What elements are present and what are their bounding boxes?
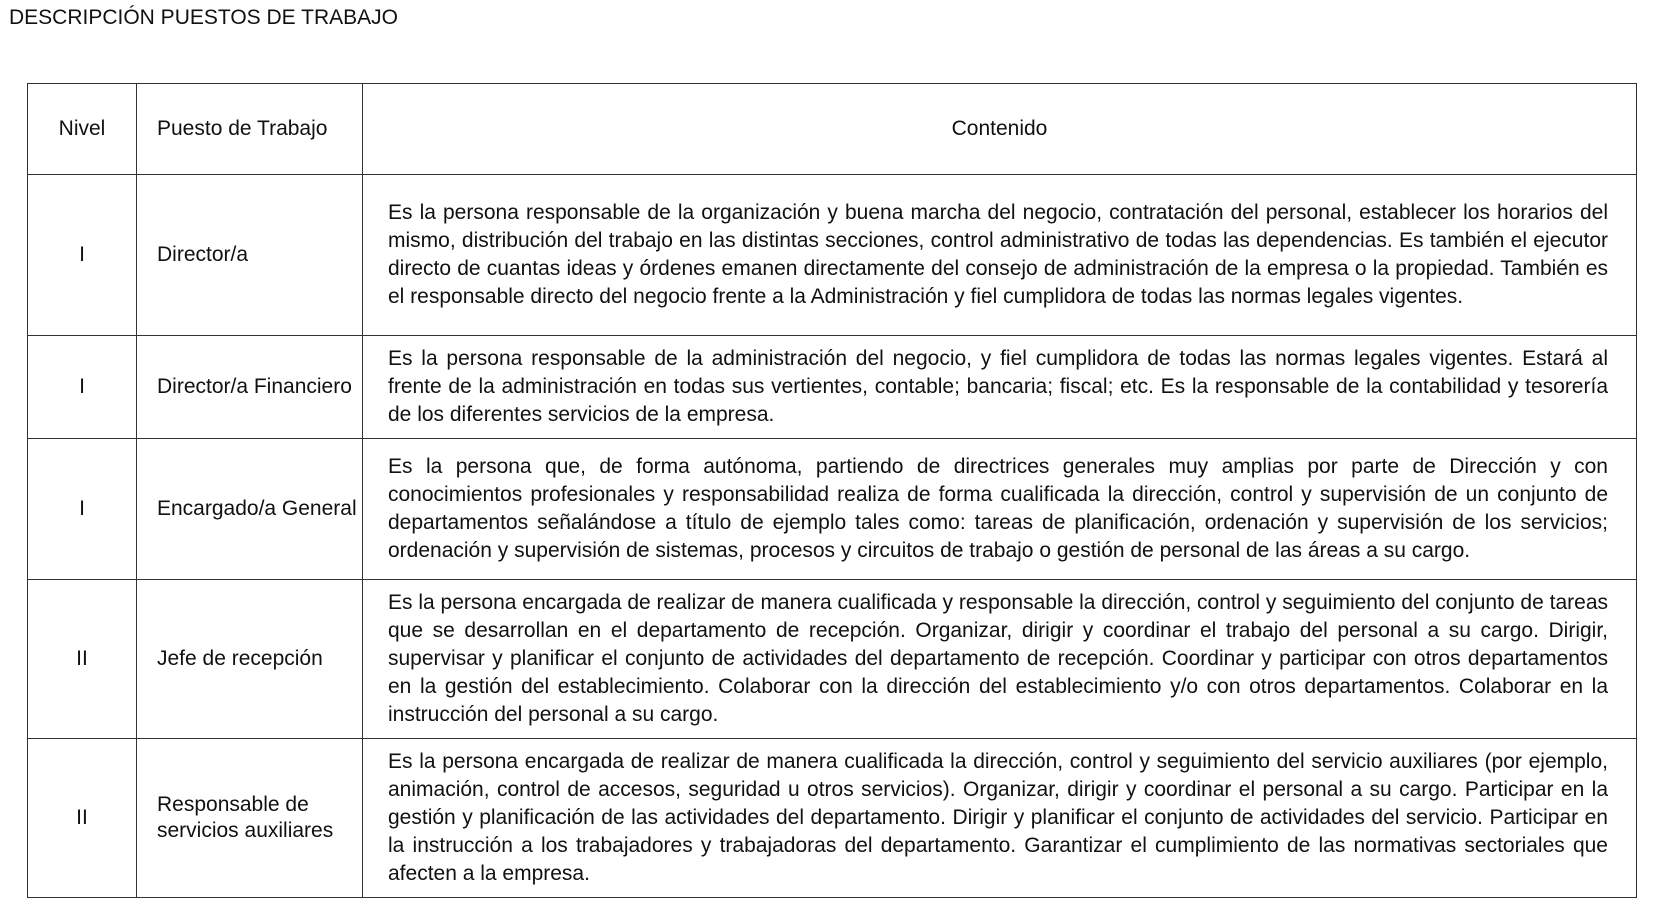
cell-contenido: Es la persona encargada de realizar de manera cualificada la dirección, control y seguimiento del servicio auxiliares (por ejemplo, animación, control de accesos, seguridad u otros servicios). Organizar, dirigir y coordinar el personal a su cargo. Participar en la gestión y planificación de las actividades del departamento. Dirigir y planificar el conjunto de actividades del servicio. Participar en la instrucción a los trabajadores y trabajadoras del departamento. Garantizar el cumplimiento de las normativas sectoriales que afecten a la empresa. <box>363 739 1637 898</box>
header-nivel: Nivel <box>28 84 137 175</box>
cell-contenido: Es la persona responsable de la administración del negocio, y fiel cumplidora de todas las normas legales vigentes. Estará al frente de la administración en todas sus vertientes, contable; bancaria; fiscal; etc. Es la responsable de la contabilidad y tesorería de los diferentes servicios de la empresa. <box>363 336 1637 439</box>
header-puesto: Puesto de Trabajo <box>137 84 363 175</box>
table-row <box>28 175 1637 336</box>
cell-nivel: I <box>28 175 137 336</box>
header-contenido: Contenido <box>363 84 1637 175</box>
cell-puesto: Jefe de recepción <box>137 580 363 739</box>
cell-puesto: Responsable de servicios auxiliares <box>137 739 363 898</box>
header-row <box>28 84 1637 175</box>
cell-nivel: I <box>28 336 137 439</box>
cell-contenido: Es la persona responsable de la organización y buena marcha del negocio, contratación del personal, establecer los horarios del mismo, distribución del trabajo en las distintas secciones, control administrativo de todas las dependencias. Es también el ejecutor directo de cuantas ideas y órdenes emanen directamente del consejo de administración de la empresa o la propiedad. También es el responsable directo del negocio frente a la Administración y fiel cumplidora de todas las normas legales vigentes. <box>363 175 1637 336</box>
table-header <box>28 84 1637 175</box>
table-row <box>28 739 1637 898</box>
cell-nivel: I <box>28 439 137 580</box>
table-body <box>28 175 1637 898</box>
cell-puesto: Encargado/a General <box>137 439 363 580</box>
page-heading: DESCRIPCIÓN PUESTOS DE TRABAJO <box>9 6 398 29</box>
cell-nivel: II <box>28 739 137 898</box>
cell-contenido: Es la persona encargada de realizar de manera cualificada y responsable la dirección, control y seguimiento del conjunto de tareas que se desarrollan en el departamento de recepción. Organizar, dirigir y coordinar el trabajo del personal a su cargo. Dirigir, supervisar y planificar el conjunto de actividades del departamento de recepción. Coordinar y participar con otros departamentos en la gestión del establecimiento. Colaborar con la dirección del establecimiento y/o con otros departamentos. Colaborar en la instrucción del personal a su cargo. <box>363 580 1637 739</box>
cell-puesto: Director/a <box>137 175 363 336</box>
table-row <box>28 439 1637 580</box>
job-description-table-container <box>27 83 1636 898</box>
job-description-table <box>27 83 1637 898</box>
cell-puesto: Director/a Financiero <box>137 336 363 439</box>
table-row <box>28 580 1637 739</box>
cell-contenido: Es la persona que, de forma autónoma, partiendo de directrices generales muy amplias por parte de Dirección y con conocimientos profesionales y responsabilidad realiza de forma cualificada la dirección, control y supervisión de un conjunto de departamentos señalándose a título de ejemplo tales como: tareas de planificación, ordenación y supervisión de los servicios; ordenación y supervisión de sistemas, procesos y circuitos de trabajo o gestión de personal de las áreas a su cargo. <box>363 439 1637 580</box>
table-row <box>28 336 1637 439</box>
cell-nivel: II <box>28 580 137 739</box>
